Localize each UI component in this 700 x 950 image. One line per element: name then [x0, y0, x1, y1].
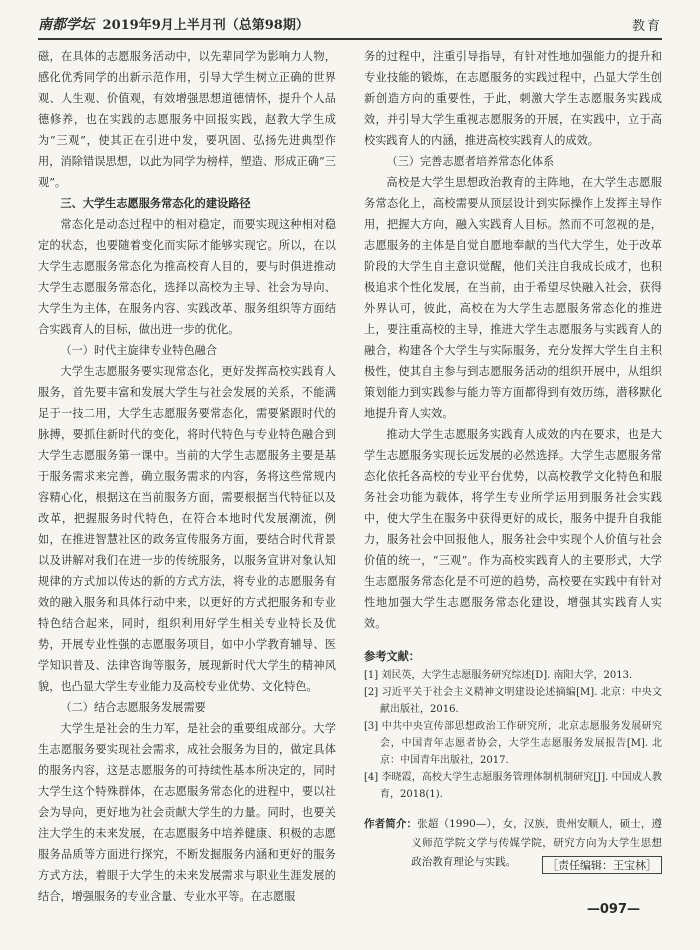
right-column [364, 46, 662, 872]
paragraph: 大学生志愿服务要实现常态化，更好发挥高校实践育人服务，首先要丰富和发展大学生与社会发展的关系，不能满足于一技二用，大学生志愿服务要常态化，需要紧跟时代的脉搏，要抓住新时代的变化，将时代特色与专业特色融合到大学生志愿服务第一课中。当前的大学生志愿服务主要是基于服务需求来完善，确立服务需求的内容，务将这些常规内容精心化，根据这在当前服务方面，需要根据当代特征以及改革，把握服务时代特色，在符合本地时代发展潮流，例如，在推进智慧社区的政务宣传服务方面，要结合时代背景以及讲解对我们在进一步的传统服务，以服务宣讲对象认知规律的方式加以传达的新的方式方法，将专业的志愿服务有效的融入服务和具体行动中来，以更好的方式把服务和专业特色结合起来，同时，组织利用好学生相关专业特长及优势，开展专业性强的志愿服务项目，如中小学教育辅导、医学知识普及、法律咨询等服务，展现新时代大学生的精神风貌，也凸显大学生专业能力及高校专业优势、文化特色。 [38, 365, 336, 693]
paragraph: 务的过程中，注重引导指导，有针对性地加强能力的提升和专业技能的锻炼，在志愿服务的实践过程中，凸显大学生创新创造方向的重要性，于此，刺激大学生志愿服务实践成效，并引导大学生重视志愿服务的开展，在实践中，立于高校实践育人的内涵，推进高校实践育人的成效。 [364, 50, 662, 147]
section-heading: 三、大学生志愿服务常态化的建设路径 [60, 197, 251, 210]
reference-item: [3] 中共中央宣传部思想政治工作研究所，北京志愿服务发展研究会，中国青年志愿者协会，大学生志愿服务发展报告[M]. 北京：中国青年出版社，2017. [364, 721, 662, 766]
paragraph: 常态化是动态过程中的相对稳定，而要实现这种相对稳定的状态，也要随着变化而实际才能够实现它。所以，在以大学生志愿服务常态化为推高校育人目的，要与时俱进推动大学生志愿服务常态化，选择以高校为主导、社会为导向、大学生为主体，在服务内容、实践改革、服务组织等方面结合实践育人的目标，做出进一步的优化。 [38, 218, 336, 336]
left-column [38, 46, 336, 907]
reference-item: [4] 李晓霞，高校大学生志愿服务管理体制机制研究[J]. 中国成人教育，2018(1). [364, 772, 662, 800]
subsection-heading: （一）时代主旋律专业特色融合 [60, 344, 218, 357]
issue-info: 2019年9月上半月刊（总第98期） [102, 18, 309, 33]
subsection-heading: （三）完善志愿者培养常态化体系 [386, 155, 555, 168]
paragraph: 推动大学生志愿服务实践育人成效的内在要求，也是大学生志愿服务实现长远发展的必然选择。大学生志愿服务常态化依托各高校的专业平台优势，以高校教学文化特色和服务社会功能为载体，将学生专业所学运用到服务社会实践中，使大学生在服务中获得更好的成长，服务中提升自我能力，服务社会中回报他人，服务社会中实现个人价值与社会价值的统一，“三观”。作为高校实践育人的主要形式，大学生志愿服务常态化是不可逆的趋势，高校要在实践中有针对性地加强大学生志愿服务常态化建设，增强其实践育人实效。 [364, 428, 662, 630]
responsible-editor: ［责任编辑：王宝林］ [542, 856, 662, 874]
running-header [38, 14, 662, 40]
page-number: —097— [586, 902, 640, 917]
reference-item: [1] 刘民英，大学生志愿服务研究综述[D]. 南阳大学，2013. [364, 670, 633, 681]
paragraph: 大学生是社会的生力军，是社会的重要组成部分。大学生志愿服务要实现社会需求，成社会服务为目的，做定具体的服务内容，这是志愿服务的可持续性基本所决定的，同时大学生这个特殊群体，在志愿服务常态化的进程中，要以社会为导向，更好地为社会贡献大学生的力量。同时，也要关注大学生的未来发展，在志愿服务中培养健康、积极的志愿服务品质等方面进行探究，不断发掘服务内涵和更好的服务方式方法，着眼于大学生的未来发展需求与职业生涯发展的结合，增强服务的专业含量、专业水平等。在志愿服 [38, 722, 336, 903]
paragraph: 高校是大学生思想政治教育的主阵地，在大学生志愿服务常态化上，高校需要从顶层设计到实际操作上发挥主导作用，把握大方向，融入实践育人目标。然而不可忽视的是，志愿服务的主体是自觉自愿地奉献的当代大学生，处于改革阶段的大学生自主意识觉醒，他们关注自我成长成才，也积极追求个性化发展，在当前，由于希望尽快融入社会，获得外界认可，彼此，高校在为大学生志愿服务常态化的推进上，要注重高校的主导，推进大学生志愿服务与实践育人的融合，构建各个大学生与实际服务，充分发挥大学生自主积极性，使其自主参与到志愿服务活动的组织开展中，从组织策划能力到实践参与能力等方面都得到有效历练，潜移默化地提升育人实效。 [364, 176, 662, 420]
author-label: 作者简介： [364, 818, 418, 830]
author-text: 张超（1990—），女，汉族，贵州安顺人，硕士，遵义师范学院文学与传媒学院，研究方向为大学生思想政治教育理论与实践。 [411, 818, 662, 868]
section-tag: 教育 [631, 19, 662, 34]
references-title: 参考文献： [364, 650, 420, 663]
paragraph: 磁，在具体的志愿服务活动中，以先辈同学为影响力人物，感化优秀同学的出新示范作用，引导大学生树立正确的世界观、人生观、价值观，有效增强思想道德情怀，提升个人品德修养，也在实践的志愿服务中回报实践，赵教大学生成为“三观”，使其正在引进中发，要巩固、弘扬先进典型作用，消除错误思想，以此为同学为榜样，塑造、形成正确“三观”。 [38, 50, 336, 189]
subsection-heading: （二）结合志愿服务发展需要 [60, 701, 206, 714]
journal-name: 南都学坛 [38, 17, 94, 33]
reference-item: [2] 习近平关于社会主义精神文明建设论述摘编[M]. 北京：中央文献出版社，2016. [364, 687, 662, 715]
journal-info [38, 14, 309, 34]
